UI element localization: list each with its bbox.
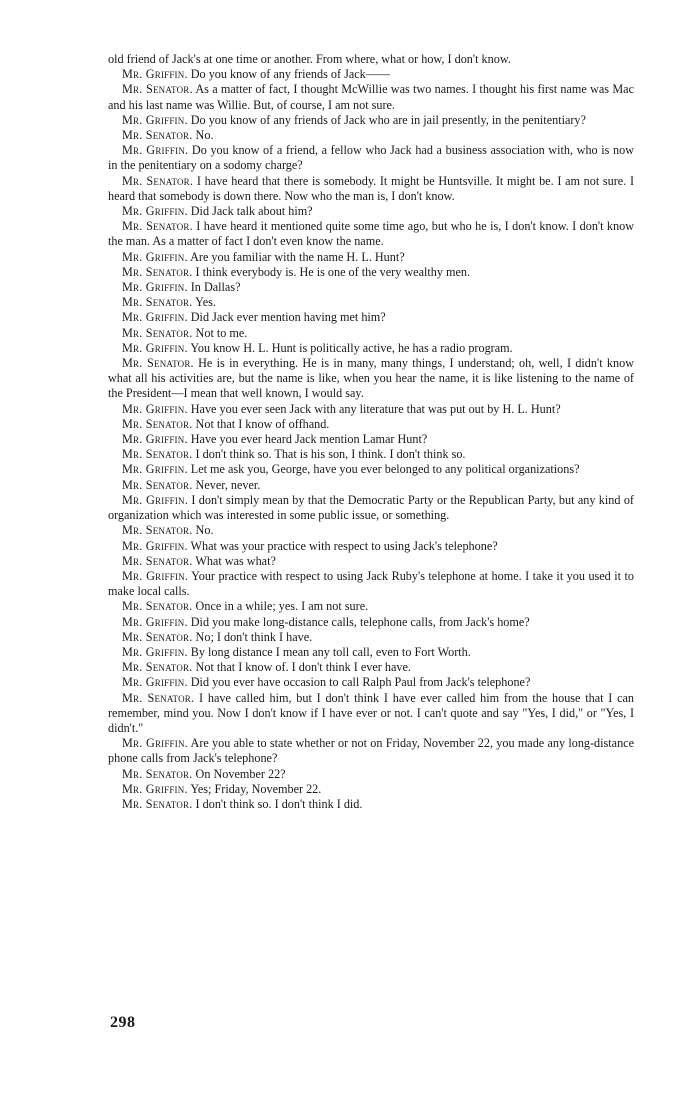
dialogue-paragraph bbox=[108, 295, 634, 310]
dialogue-paragraph bbox=[108, 523, 634, 538]
speaker-name: Mr. Griffin. bbox=[122, 538, 188, 553]
dialogue-paragraph bbox=[108, 736, 634, 766]
speech-text: By long distance I mean any toll call, even to Fort Worth. bbox=[190, 644, 471, 659]
transcript-body bbox=[108, 52, 634, 812]
speech-text: No; I don't think I have. bbox=[195, 629, 313, 644]
speaker-name: Mr. Senator. bbox=[122, 295, 193, 310]
dialogue-paragraph bbox=[108, 767, 634, 782]
speech-text: Are you familiar with the name H. L. Hunt? bbox=[190, 249, 405, 264]
speaker-name: Mr. Senator. bbox=[122, 356, 194, 371]
speech-text: Your practice with respect to using Jack Ruby's telephone at home. I take it you used it to make local calls. bbox=[108, 568, 634, 599]
speaker-name: Mr. Senator. bbox=[122, 629, 193, 644]
speaker-name: Mr. Griffin. bbox=[122, 736, 188, 751]
dialogue-paragraph bbox=[108, 417, 634, 432]
speaker-name: Mr. Senator. bbox=[122, 219, 193, 234]
dialogue-list bbox=[108, 67, 634, 812]
speech-text: Not that I know of. I don't think I ever have. bbox=[195, 660, 411, 675]
speech-text: Have you ever seen Jack with any literature that was put out by H. L. Hunt? bbox=[190, 401, 561, 416]
speech-text: Not that I know of offhand. bbox=[195, 416, 330, 431]
speech-text: As a matter of fact, I thought McWillie was two names. I thought his first name was Mac and his last name was Willie. But, of course, I am not sure. bbox=[108, 82, 634, 112]
dialogue-paragraph bbox=[108, 219, 634, 249]
dialogue-paragraph bbox=[108, 280, 634, 295]
dialogue-paragraph bbox=[108, 204, 634, 219]
speaker-name: Mr. Griffin. bbox=[122, 310, 188, 325]
dialogue-paragraph bbox=[108, 265, 634, 280]
speaker-name: Mr. Griffin. bbox=[122, 644, 188, 659]
speech-text: Are you able to state whether or not on Friday, November 22, you made any long-distance phone calls from Jack's telephone? bbox=[108, 736, 634, 766]
speaker-name: Mr. Senator. bbox=[122, 128, 193, 143]
speaker-name: Mr. Griffin. bbox=[122, 280, 188, 295]
speech-text: Did you ever have occasion to call Ralph Paul from Jack's telephone? bbox=[190, 675, 531, 690]
dialogue-paragraph bbox=[108, 341, 634, 356]
speech-text: No. bbox=[195, 523, 214, 538]
speech-text: I don't think so. I don't think I did. bbox=[195, 796, 363, 811]
speech-text: Yes. bbox=[195, 295, 216, 310]
speaker-name: Mr. Griffin. bbox=[122, 204, 188, 219]
speaker-name: Mr. Griffin. bbox=[122, 614, 188, 629]
speaker-name: Mr. Griffin. bbox=[122, 432, 188, 447]
speaker-name: Mr. Griffin. bbox=[122, 112, 188, 127]
dialogue-paragraph bbox=[108, 675, 634, 690]
dialogue-paragraph bbox=[108, 691, 634, 737]
dialogue-paragraph bbox=[108, 67, 634, 82]
dialogue-paragraph bbox=[108, 569, 634, 599]
speaker-name: Mr. Senator. bbox=[122, 447, 193, 462]
speech-text: What was your practice with respect to using Jack's telephone? bbox=[190, 538, 498, 553]
speech-text: I don't think so. That is his son, I think. I don't think so. bbox=[195, 447, 466, 462]
speech-text: Do you know of a friend, a fellow who Jack had a business association with, who is now in the penitentiary on a sodomy charge? bbox=[108, 143, 635, 173]
speaker-name: Mr. Griffin. bbox=[122, 67, 188, 82]
dialogue-paragraph bbox=[108, 478, 634, 493]
dialogue-paragraph bbox=[108, 82, 634, 112]
speaker-name: Mr. Senator. bbox=[122, 766, 193, 781]
speaker-name: Mr. Griffin. bbox=[122, 781, 188, 796]
dialogue-paragraph bbox=[108, 326, 634, 341]
speaker-name: Mr. Griffin. bbox=[122, 401, 188, 416]
speaker-name: Mr. Griffin. bbox=[122, 462, 188, 477]
speaker-name: Mr. Griffin. bbox=[122, 143, 189, 158]
speech-text: Yes; Friday, November 22. bbox=[190, 781, 322, 796]
speech-text: Not to me. bbox=[195, 325, 248, 340]
speech-text: No. bbox=[195, 128, 214, 143]
speaker-name: Mr. Senator. bbox=[122, 523, 193, 538]
speaker-name: Mr. Griffin. bbox=[122, 492, 188, 507]
dialogue-paragraph bbox=[108, 432, 634, 447]
speaker-name: Mr. Senator. bbox=[122, 477, 193, 492]
speaker-name: Mr. Senator. bbox=[122, 553, 193, 568]
speaker-name: Mr. Senator. bbox=[122, 660, 193, 675]
dialogue-paragraph bbox=[108, 250, 634, 265]
speech-text: I don't simply mean by that the Democratic Party or the Republican Party, but any kind of organization which was interested in some public issue, or something. bbox=[108, 492, 634, 523]
speaker-name: Mr. Senator. bbox=[122, 416, 193, 431]
speech-text: On November 22? bbox=[195, 766, 286, 781]
speaker-name: Mr. Senator. bbox=[122, 82, 193, 97]
dialogue-paragraph bbox=[108, 660, 634, 675]
dialogue-paragraph bbox=[108, 310, 634, 325]
speaker-name: Mr. Griffin. bbox=[122, 340, 188, 355]
dialogue-paragraph bbox=[108, 797, 634, 812]
speaker-name: Mr. Senator. bbox=[122, 690, 195, 705]
dialogue-paragraph bbox=[108, 599, 634, 614]
speaker-name: Mr. Griffin. bbox=[122, 675, 188, 690]
speech-text: I think everybody is. He is one of the very wealthy men. bbox=[195, 264, 471, 279]
speech-text: What was what? bbox=[195, 553, 276, 568]
speech-text: I have called him, but I don't think I have ever called him from the house that I can remember, mind you. Now I don't know if I have ever or not. I can't quote and say "Yes, I did," or "Yes, I didn't." bbox=[108, 690, 635, 735]
dialogue-paragraph bbox=[108, 630, 634, 645]
dialogue-paragraph bbox=[108, 128, 634, 143]
speech-text: Do you know of any friends of Jack—— bbox=[190, 67, 391, 82]
dialogue-paragraph bbox=[108, 554, 634, 569]
speech-text: He is in everything. He is in many, many things, I understand; oh, well, I didn't know what all his activities are, but the name is like, when you hear the name, it is like listening to the name of the President—I mean that well known, I would say. bbox=[108, 356, 634, 401]
speech-text: Did Jack ever mention having met him? bbox=[190, 310, 386, 325]
dialogue-paragraph bbox=[108, 645, 634, 660]
dialogue-paragraph bbox=[108, 447, 634, 462]
speech-text: Have you ever heard Jack mention Lamar Hunt? bbox=[190, 432, 428, 447]
speech-text: I have heard that there is somebody. It might be Huntsville. It might be. I am not sure. I heard that somebody is down there. Now who the man is, I don't know. bbox=[108, 173, 635, 203]
dialogue-paragraph bbox=[108, 143, 634, 173]
speaker-name: Mr. Griffin. bbox=[122, 568, 189, 583]
speaker-name: Mr. Senator. bbox=[122, 173, 194, 188]
speech-text: Did Jack talk about him? bbox=[190, 204, 313, 219]
speech-text: Do you know of any friends of Jack who are in jail presently, in the penitentiary? bbox=[190, 112, 586, 127]
speech-text: Did you make long-distance calls, telephone calls, from Jack's home? bbox=[190, 614, 530, 629]
speech-text: Let me ask you, George, have you ever belonged to any political organizations? bbox=[190, 462, 580, 477]
dialogue-paragraph bbox=[108, 539, 634, 554]
speaker-name: Mr. Senator. bbox=[122, 325, 193, 340]
dialogue-paragraph bbox=[108, 782, 634, 797]
speech-text: In Dallas? bbox=[190, 280, 241, 295]
dialogue-paragraph bbox=[108, 174, 634, 204]
speech-text: I have heard it mentioned quite some time ago, but who he is, I don't know. I don't know the man. As a matter of fact I don't even know the name. bbox=[108, 219, 635, 249]
dialogue-paragraph bbox=[108, 113, 634, 128]
dialogue-paragraph bbox=[108, 493, 634, 523]
speech-text: Once in a while; yes. I am not sure. bbox=[195, 599, 369, 614]
dialogue-paragraph bbox=[108, 462, 634, 477]
speech-text: Never, never. bbox=[195, 477, 261, 492]
dialogue-paragraph bbox=[108, 356, 634, 402]
speaker-name: Mr. Griffin. bbox=[122, 249, 188, 264]
speaker-name: Mr. Senator. bbox=[122, 599, 193, 614]
dialogue-paragraph bbox=[108, 402, 634, 417]
page-number: 298 bbox=[110, 1014, 136, 1031]
continuation-paragraph: old friend of Jack's at one time or another. From where, what or how, I don't know. bbox=[108, 52, 511, 66]
speaker-name: Mr. Senator. bbox=[122, 264, 193, 279]
speaker-name: Mr. Senator. bbox=[122, 796, 193, 811]
dialogue-paragraph bbox=[108, 615, 634, 630]
speech-text: You know H. L. Hunt is politically active, he has a radio program. bbox=[190, 340, 513, 355]
